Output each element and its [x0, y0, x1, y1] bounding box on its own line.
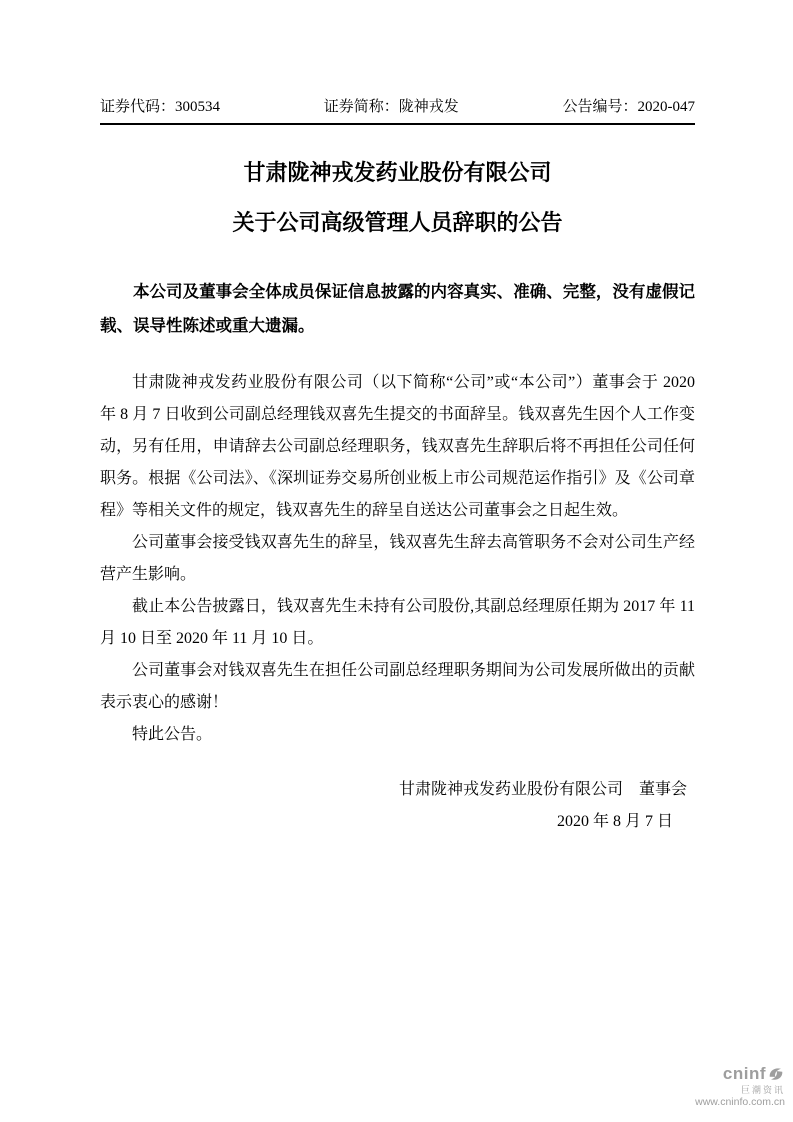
signature-date: 2020 年 8 月 7 日	[556, 813, 673, 831]
cninfo-brand-cn: 巨潮资讯	[740, 1084, 785, 1095]
page-title-company: 甘肃陇神戎发药业股份有限公司	[243, 160, 552, 185]
paragraph-resignation-notice: 甘肃陇神戎发药业股份有限公司（以下简称“公司”或“本公司”）董事会于 2020 年 8 月 7 日收到公司副总经理钱双喜先生提交的书面辞呈。钱双喜先生因个人工作变动，另有任用，申请辞去公司副总经理职务，钱双喜先生辞职后将不再担任公司任何职务。根据《公司法》、《深圳证券交易所创业板上市公司规范运作指引》及《公司章程》等相关文件的规定，钱双喜先生的辞呈自送达公司董事会之日起生效。	[100, 374, 695, 520]
signature-block	[100, 774, 695, 838]
cninfo-brand-text: cninf	[722, 1064, 766, 1084]
paragraph-gratitude: 公司董事会对钱双喜先生在担任公司副总经理职务期间为公司发展所做出的贡献表示衷心的感谢！	[100, 662, 695, 712]
signature-company: 甘肃陇神戎发药业股份有限公司 董事会	[398, 781, 687, 799]
paragraph-board-acceptance: 公司董事会接受钱双喜先生的辞呈，钱双喜先生辞去高管职务不会对公司生产经营产生影响。	[100, 534, 695, 584]
cninfo-watermark	[695, 1064, 789, 1108]
stock-code: 证券代码：300534	[100, 99, 221, 115]
stock-name: 证券简称：陇神戎发	[323, 99, 459, 115]
paragraph-shareholding-term: 截止本公告披露日，钱双喜先生未持有公司股份,其副总经理原任期为 2017 年 11 月 10 日至 2020 年 11 月 10 日。	[100, 598, 695, 648]
disclaimer-statement: 本公司及董事会全体成员保证信息披露的内容真实、准确、完整，没有虚假记载、误导性陈述或重大遗漏。	[100, 283, 695, 336]
doc-header	[100, 95, 695, 125]
announcement-number: 公告编号：2020-047	[562, 99, 695, 115]
paragraph-closing: 特此公告。	[132, 726, 213, 744]
cninfo-swirl-icon	[767, 1065, 785, 1083]
cninfo-url: www.cninfo.com.cn	[695, 1095, 785, 1108]
announcement-body	[100, 367, 695, 751]
page-title-subject: 关于公司高级管理人员辞职的公告	[232, 210, 563, 236]
